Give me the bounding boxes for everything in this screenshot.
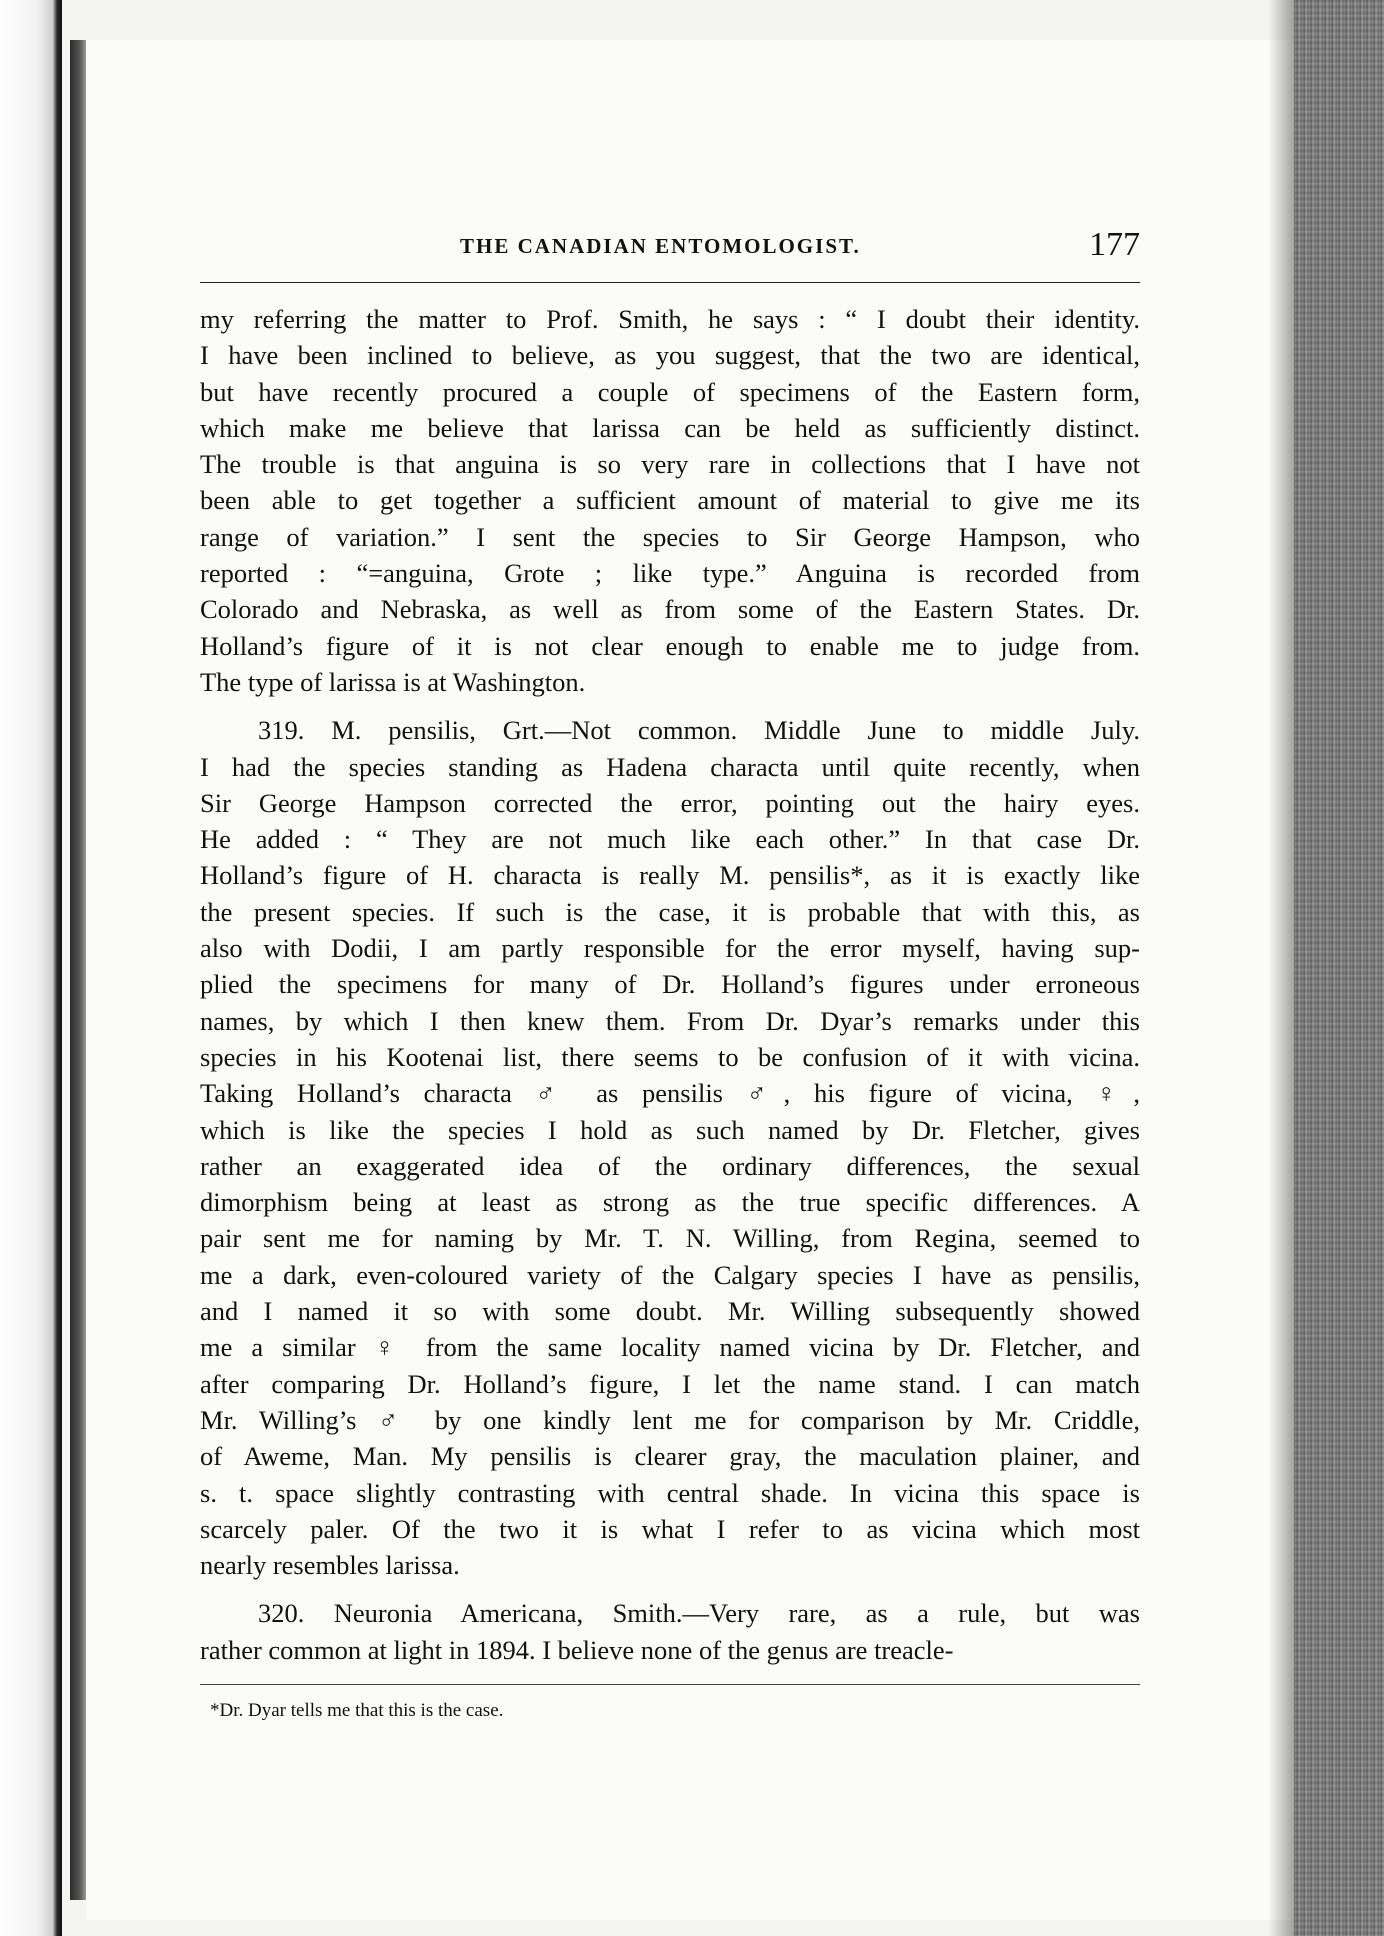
text-line: also with Dodii, I am partly responsible for the error myself, having sup- bbox=[200, 933, 1140, 964]
text-line: 319. M. pensilis, Grt.—Not common. Middle June to middle July. bbox=[258, 715, 1140, 746]
text-line: range of variation.” I sent the species to Sir George Hampson, who bbox=[200, 521, 1140, 552]
page-content bbox=[200, 226, 1140, 1723]
running-head bbox=[200, 226, 1140, 276]
text-line: 320. Neuronia Americana, Smith.—Very rare, as a rule, but was bbox=[258, 1598, 1140, 1629]
text-line: been able to get together a sufficient amount of material to give me its bbox=[200, 485, 1140, 516]
text-line: pair sent me for naming by Mr. T. N. Willing, from Regina, seemed to bbox=[200, 1223, 1140, 1254]
paragraph bbox=[200, 712, 1140, 1583]
text-line: I have been inclined to believe, as you suggest, that the two are identical, bbox=[200, 340, 1140, 371]
text-line: The trouble is that anguina is so very rare in collections that I have not bbox=[200, 449, 1140, 480]
text-line: Taking Holland’s characta ♂ as pensilis ♂, his figure of vicina, ♀, bbox=[200, 1078, 1140, 1109]
text-line: my referring the matter to Prof. Smith, he says : “ I doubt their identity. bbox=[200, 304, 1140, 334]
paragraph bbox=[200, 301, 1140, 700]
text-line: after comparing Dr. Holland’s figure, I let the name stand. I can match bbox=[200, 1368, 1140, 1399]
text-line: me a dark, even-coloured variety of the Calgary species I have as pensilis, bbox=[200, 1259, 1140, 1290]
header-rule bbox=[200, 282, 1140, 283]
running-title: THE CANADIAN ENTOMOLOGIST. bbox=[460, 234, 861, 258]
text-line: reported : “=anguina, Grote ; like type.” Anguina is recorded from bbox=[200, 558, 1140, 589]
page-number: 177 bbox=[1089, 226, 1140, 263]
body-text bbox=[200, 301, 1140, 1668]
text-line: The type of larissa is at Washington. bbox=[200, 666, 586, 697]
text-line: scarcely paler. Of the two it is what I refer to as vicina which most bbox=[200, 1513, 1140, 1544]
text-line: but have recently procured a couple of specimens of the Eastern form, bbox=[200, 376, 1140, 407]
text-line: Holland’s figure of it is not clear enough to enable me to judge from. bbox=[200, 630, 1140, 661]
text-line: names, by which I then knew them. From Dr. Dyar’s remarks under this bbox=[200, 1005, 1140, 1036]
text-line: Holland’s figure of H. characta is really M. pensilis*, as it is exactly like bbox=[200, 860, 1140, 891]
facing-page-edge bbox=[0, 0, 62, 1936]
footnote-rule bbox=[200, 1684, 1140, 1685]
text-line: Sir George Hampson corrected the error, pointing out the hairy eyes. bbox=[200, 787, 1140, 818]
text-line: which is like the species I hold as such named by Dr. Fletcher, gives bbox=[200, 1114, 1140, 1145]
text-line: Colorado and Nebraska, as well as from some of the Eastern States. Dr. bbox=[200, 594, 1140, 625]
text-line: nearly resembles larissa. bbox=[200, 1550, 460, 1581]
text-line: plied the specimens for many of Dr. Holland’s figures under erroneous bbox=[200, 969, 1140, 1000]
paragraph-gap bbox=[200, 1583, 1140, 1595]
text-line: rather an exaggerated idea of the ordinary differences, the sexual bbox=[200, 1150, 1140, 1181]
text-line: me a similar ♀ from the same locality named vicina by Dr. Fletcher, and bbox=[200, 1332, 1140, 1363]
text-line: which make me believe that larissa can be held as sufficiently distinct. bbox=[200, 412, 1140, 443]
text-line: Mr. Willing’s ♂ by one kindly lent me for comparison by Mr. Criddle, bbox=[200, 1404, 1140, 1435]
text-line: the present species. If such is the case, it is probable that with this, as bbox=[200, 896, 1140, 927]
text-line: I had the species standing as Hadena characta until quite recently, when bbox=[200, 751, 1140, 782]
text-line: rather common at light in 1894. I believe none of the genus are treacle- bbox=[200, 1634, 954, 1665]
paragraph-gap bbox=[200, 700, 1140, 712]
text-line: dimorphism being at least as strong as the true specific differences. A bbox=[200, 1187, 1140, 1218]
paragraph bbox=[200, 1595, 1140, 1668]
text-line: species in his Kootenai list, there seems to be confusion of it with vicina. bbox=[200, 1041, 1140, 1072]
binding-gutter bbox=[70, 40, 86, 1900]
text-line: and I named it so with some doubt. Mr. Willing subsequently showed bbox=[200, 1296, 1140, 1327]
text-line: He added : “ They are not much like each other.” In that case Dr. bbox=[200, 824, 1140, 855]
page-stack-edge bbox=[1294, 0, 1384, 1936]
text-line: of Aweme, Man. My pensilis is clearer gray, the maculation plainer, and bbox=[200, 1441, 1140, 1472]
footnote: *Dr. Dyar tells me that this is the case. bbox=[210, 1699, 504, 1721]
text-line: s. t. space slightly contrasting with central shade. In vicina this space is bbox=[200, 1477, 1140, 1508]
